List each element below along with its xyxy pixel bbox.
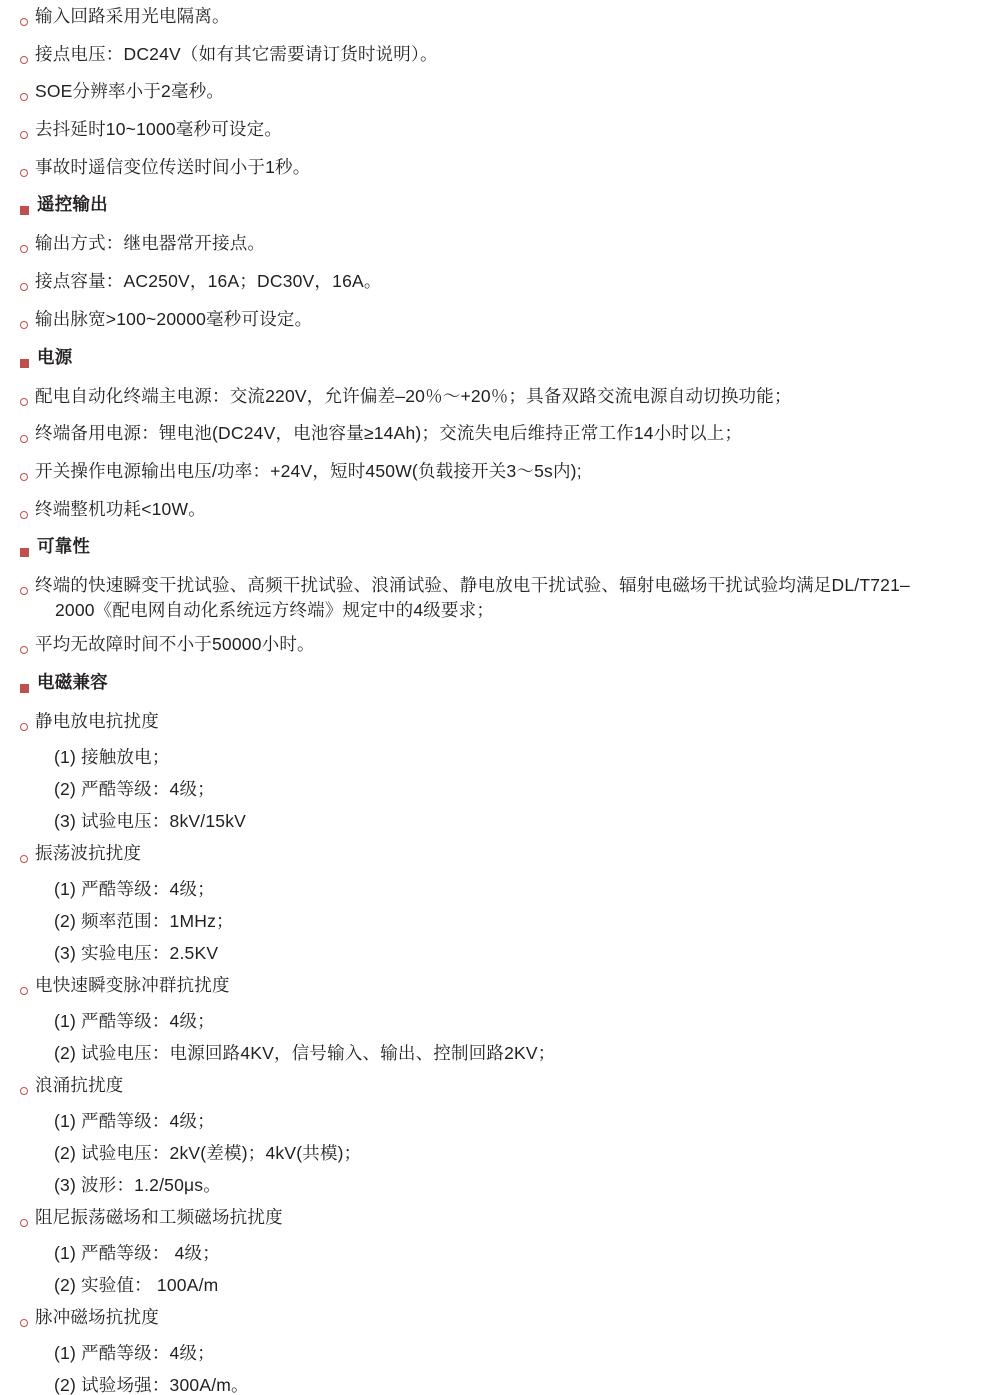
list-item-label: 阻尼振荡磁场和工频磁场抗扰度	[35, 1206, 283, 1227]
sub-list-item	[20, 1374, 980, 1395]
list-item-label: 静电放电抗扰度	[35, 710, 159, 731]
sub-list-item	[20, 1242, 980, 1263]
circle-bullet-icon	[20, 277, 35, 295]
circle-bullet-icon	[20, 505, 35, 523]
list-item-label: 终端备用电源：锂电池(DC24V，电池容量≥14Ah)；交流失电后维持正常工作14小时以上；	[35, 423, 743, 444]
list-item	[20, 235, 980, 257]
sub-list-item	[20, 878, 980, 899]
list-item-label: 输入回路采用光电隔离。	[35, 6, 230, 26]
circle-bullet-icon	[20, 849, 35, 867]
circle-bullet-icon	[20, 640, 35, 658]
list-item	[20, 498, 980, 523]
list-item-label: 电快速瞬变脉冲群抗扰度	[35, 974, 230, 995]
sub-list-item	[20, 1274, 980, 1295]
sub-list-item-label: (2) 实验值： 100A/m	[54, 1274, 219, 1295]
list-item-label: 去抖延时10~1000毫秒可设定。	[35, 119, 283, 140]
sub-list-item-label: (2) 试验电压：2kV(差模)；4kV(共模)；	[54, 1142, 362, 1163]
sub-list-item	[20, 1142, 980, 1163]
list-item-label: 终端整机功耗<10W。	[35, 498, 206, 519]
circle-bullet-icon	[20, 1213, 35, 1231]
circle-bullet-icon	[20, 163, 35, 181]
square-bullet-icon	[20, 543, 37, 561]
section-heading	[20, 196, 980, 219]
list-item	[20, 577, 980, 619]
list-item-line-1: 终端的快速瞬变干扰试验、高频干扰试验、浪涌试验、静电放电干扰试验、辐射电磁场干扰试验均满足DL/T721–	[35, 575, 910, 596]
circle-bullet-icon	[20, 315, 35, 333]
list-item	[20, 121, 980, 143]
circle-bullet-icon	[20, 717, 35, 735]
list-item	[20, 425, 980, 447]
sub-list-item	[20, 1042, 980, 1063]
list-item-label: 输出方式：继电器常开接点。	[35, 233, 266, 254]
section-heading-label: 电磁兼容	[37, 671, 108, 692]
circle-bullet-icon	[20, 581, 35, 599]
list-item-label: SOE分辨率小于2毫秒。	[35, 81, 225, 102]
list-item	[20, 43, 980, 68]
sub-list-item	[20, 910, 980, 931]
circle-bullet-icon	[20, 125, 35, 143]
sub-list-item-label: (3) 波形：1.2/50μs。	[54, 1174, 221, 1195]
circle-bullet-icon	[20, 239, 35, 257]
circle-bullet-icon	[20, 467, 35, 485]
section-heading-label: 电源	[37, 346, 73, 367]
list-item	[20, 1074, 980, 1099]
list-item-label: 事故时遥信变位传送时间小于1秒。	[35, 156, 311, 177]
list-item	[20, 974, 980, 999]
sub-list-item	[20, 1010, 980, 1031]
list-item	[20, 842, 980, 867]
sub-list-item-label: (1) 严酷等级：4级；	[54, 878, 215, 899]
list-item-label: 输出脉宽>100~20000毫秒可设定。	[35, 308, 313, 329]
square-bullet-icon	[20, 201, 37, 219]
list-item-line-2: 2000《配电网自动化系统远方终端》规定中的4级要求；	[55, 599, 495, 620]
sub-list-item-label: (2) 频率范围：1MHz；	[54, 910, 234, 931]
circle-bullet-icon	[20, 12, 35, 30]
list-item	[20, 8, 980, 30]
list-item	[20, 385, 980, 410]
sub-list-item	[20, 1342, 980, 1363]
sub-list-item-label: (3) 试验电压：8kV/15kV	[54, 810, 247, 831]
sub-list-item	[20, 746, 980, 767]
circle-bullet-icon	[20, 981, 35, 999]
list-item-label: 开关操作电源输出电压/功率：+24V，短时450W(负载接开关3～5s内);	[35, 460, 582, 481]
sub-list-item-label: (2) 试验电压：电源回路4KV，信号输入、输出、控制回路2KV；	[54, 1042, 556, 1063]
list-item-label: 接点容量：AC250V，16A；DC30V，16A。	[35, 271, 382, 292]
section-heading	[20, 538, 980, 561]
circle-bullet-icon	[20, 392, 35, 410]
section-heading	[20, 346, 980, 372]
sub-list-item-label: (2) 严酷等级：4级；	[54, 778, 215, 799]
list-item-label: 接点电压：DC24V（如有其它需要请订货时说明）。	[35, 43, 438, 64]
list-item	[20, 83, 980, 105]
sub-list-item-label: (1) 接触放电；	[54, 746, 170, 767]
sub-list-item	[20, 942, 980, 963]
sub-list-item	[20, 778, 980, 799]
section-heading	[20, 671, 980, 697]
sub-list-item-label: (3) 实验电压：2.5KV	[54, 942, 219, 963]
sub-list-item	[20, 810, 980, 831]
list-item	[20, 710, 980, 735]
list-item-label: 浪涌抗扰度	[35, 1074, 124, 1095]
list-item	[20, 460, 980, 485]
list-item-label: 平均无故障时间不小于50000小时。	[35, 634, 315, 655]
sub-list-item-label: (1) 严酷等级：4级；	[54, 1110, 215, 1131]
sub-list-item-label: (1) 严酷等级：4级；	[54, 1010, 215, 1031]
circle-bullet-icon	[20, 87, 35, 105]
circle-bullet-icon	[20, 50, 35, 68]
list-item	[20, 1206, 980, 1231]
circle-bullet-icon	[20, 1081, 35, 1099]
list-item	[20, 273, 980, 295]
list-item-label: 脉冲磁场抗扰度	[35, 1306, 159, 1327]
sub-list-item	[20, 1174, 980, 1195]
circle-bullet-icon	[20, 429, 35, 447]
list-item	[20, 308, 980, 333]
list-item	[20, 156, 980, 181]
list-item-label: 配电自动化终端主电源：交流220V，允许偏差–20％～+20％；具备双路交流电源自动切换功能；	[35, 385, 792, 406]
section-heading-label: 遥控输出	[37, 194, 108, 215]
section-heading-label: 可靠性	[37, 536, 91, 557]
list-item-label	[35, 577, 980, 619]
circle-bullet-icon	[20, 1313, 35, 1331]
list-item	[20, 1306, 980, 1331]
square-bullet-icon	[20, 354, 37, 372]
sub-list-item-label: (1) 严酷等级： 4级；	[54, 1242, 220, 1263]
square-bullet-icon	[20, 679, 37, 697]
sub-list-item	[20, 1110, 980, 1131]
list-item-label: 振荡波抗扰度	[35, 842, 142, 863]
sub-list-item-label: (2) 试验场强：300A/m。	[54, 1374, 249, 1395]
list-item	[20, 636, 980, 658]
sub-list-item-label: (1) 严酷等级：4级；	[54, 1342, 215, 1363]
